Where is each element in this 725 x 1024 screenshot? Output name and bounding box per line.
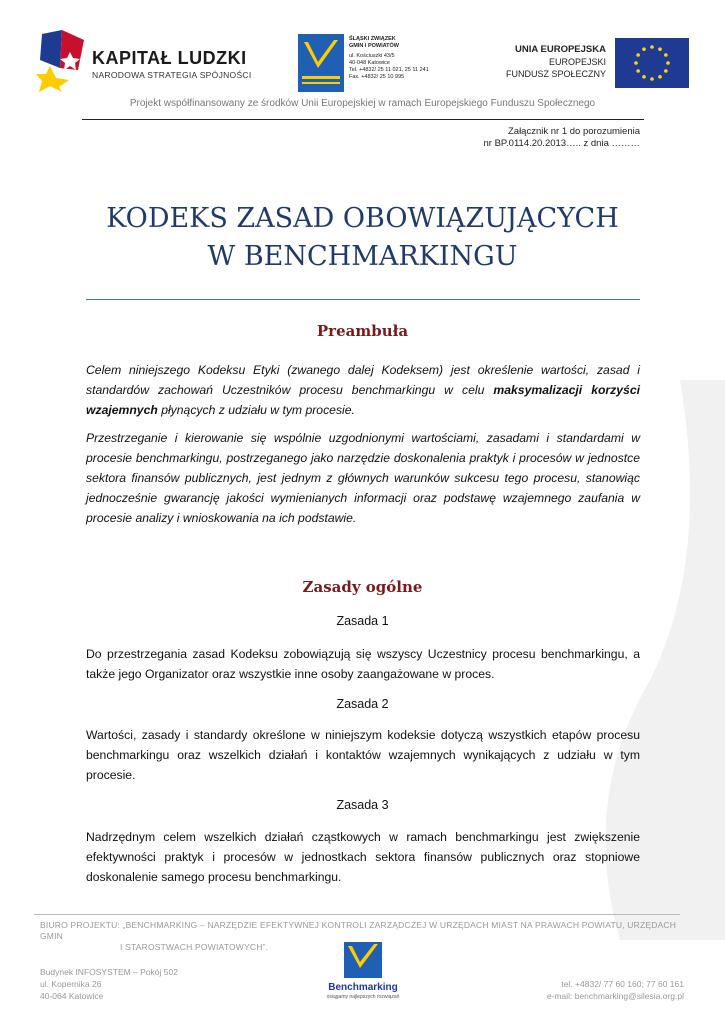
- eu-line-1: UNIA EUROPEJSKA: [515, 44, 606, 55]
- header-divider: [82, 119, 644, 120]
- zasada-1-text: Do przestrzegania zasad Kodeksu zobowiązują się wszyscy Uczestnicy procesu benchmarkingu, a także jego Organizator oraz wszystkie inne osoby zaangażowane w proces.: [86, 647, 640, 681]
- sz-line: Fax. +4832/ 25 10 995: [349, 74, 405, 80]
- eu-star: [642, 47, 646, 51]
- title-line-2: W BENCHMARKINGU: [207, 241, 518, 272]
- eu-star: [666, 61, 670, 65]
- eu-star: [650, 45, 654, 49]
- attachment-line-1: Załącznik nr 1 do porozumienia: [507, 126, 640, 137]
- sz-line: ŚLĄSKI ZWIĄZEK: [349, 36, 396, 42]
- eu-star: [664, 69, 668, 73]
- footer-address: [40, 966, 178, 1002]
- p1-text-c: płynących z udziału w tym procesie.: [157, 403, 355, 417]
- title-line-1: KODEKS ZASAD OBOWIĄZUJĄCYCH: [106, 203, 619, 234]
- kapital-ludzki-subtitle: NARODOWA STRATEGIA SPÓJNOŚCI: [92, 70, 252, 80]
- document-title: [60, 200, 665, 276]
- eu-star: [664, 53, 668, 57]
- zasada-3-title: Zasada 3: [336, 798, 389, 812]
- attachment-note: [400, 126, 640, 150]
- footer-project-line-2: I STAROSTWACH POWIATOWYCH”.: [120, 942, 269, 952]
- footer-addr-3: 40-064 Katowice: [40, 991, 104, 1001]
- eu-flag-icon: [615, 38, 689, 88]
- footer-addr-2: ul. Kopernika 26: [40, 979, 102, 989]
- footer-email: e-mail: benchmarking@silesia.org.pl: [546, 991, 684, 1001]
- zasada-2-text: Wartości, zasady i standardy określone w niniejszym kodeksie dotyczą wszystkich etapów procesu benchmarkingu oraz wszelkich działań i kontaktów wzajemnych wynikających z udziału w tym procesie.: [86, 728, 640, 782]
- eu-star: [642, 75, 646, 79]
- slaski-zwiazek-address: [349, 36, 429, 81]
- footer-contact: [470, 978, 684, 1002]
- preambula-heading: Preambuła: [316, 322, 409, 340]
- p1-emphasis: maksymalizacji korzyści wzajemnych: [86, 383, 640, 417]
- footer-addr-1: Budynek INFOSYSTEM – Pokój 502: [40, 967, 178, 977]
- slaski-zwiazek-logo-icon: [298, 34, 344, 92]
- zasady-heading: Zasady ogólne: [302, 578, 423, 596]
- eu-star: [636, 69, 640, 73]
- footer-divider: [34, 914, 680, 915]
- sz-line: ul. Kościuszki 43/5: [349, 53, 395, 59]
- sz-line: Tel. +4832/ 25 11 021, 25 11 241: [349, 67, 429, 73]
- attachment-line-2: nr BP.0114.20.2013….. z dnia ………: [483, 138, 640, 149]
- footer-phone: tel. +4832/ 77 60 160; 77 60 161: [561, 979, 684, 989]
- preambula-paragraph-1: [86, 360, 640, 420]
- zasada-2-title: Zasada 2: [336, 697, 389, 711]
- benchmarking-tagline: osiągamy najlepszych rozwiązań: [326, 994, 400, 1000]
- preambula-paragraph-2: Przestrzeganie i kierowanie się wspólnie uzgodnionymi wartościami, zasadami i standardami w procesie benchmarkingu, postrzeganego jako narzędzie doskonalenia praktyk i procesów w jednostce sektora finansów publicznych, jest jednym z głównych warunków sukcesu tego procesu, stanowiąc jednocześnie gwarancję jakości wymienianych informacji oraz podstawę wzajemnego zaufania w procesie analizy i wnioskowania na ich podstawie.: [86, 431, 640, 525]
- benchmarking-brand: Benchmarking: [328, 982, 398, 993]
- sz-line: 40-048 Katowice: [349, 60, 390, 66]
- benchmarking-logo-icon: [340, 940, 386, 980]
- eu-star: [658, 75, 662, 79]
- p1-text-a: Celem niniejszego Kodeksu Etyki (zwanego dalej Kodeksem) jest określenie wartości, zasad i standardów zachowań Uczestników procesu benchmarkingu w celu: [86, 363, 640, 397]
- eu-label: [490, 44, 606, 80]
- eu-star: [658, 47, 662, 51]
- eu-star: [634, 61, 638, 65]
- eu-star: [650, 77, 654, 81]
- eu-line-2: EUROPEJSKI: [548, 57, 606, 67]
- title-divider: [86, 299, 640, 300]
- cofinancing-note: Projekt współfinansowany ze środków Unii Europejskiej w ramach Europejskiego Funduszu Społecznego: [129, 98, 596, 109]
- footer-project-line-1: BIURO PROJEKTU: „BENCHMARKING – NARZĘDZIE EFEKTYWNEJ KONTROLI ZARZĄDCZEJ W URZĘDACH MIAST NA PRAWACH POWIATU, URZĘDACH GMIN: [40, 920, 677, 941]
- eu-line-3: FUNDUSZ SPOŁECZNY: [505, 69, 606, 79]
- kapital-ludzki-logo-icon: [36, 30, 88, 92]
- zasada-1-title: Zasada 1: [336, 614, 389, 628]
- eu-star: [636, 53, 640, 57]
- sz-line: GMIN I POWIATÓW: [349, 43, 400, 49]
- kapital-ludzki-title: KAPITAŁ LUDZKI: [92, 48, 247, 68]
- zasada-3-text: Nadrzędnym celem wszelkich działań cząstkowych w ramach benchmarkingu jest zwiększenie efektywności praktyk i procesów w jednostkach sektora finansów publicznych oraz stopniowe doskonalenie samego procesu benchmarkingu.: [86, 830, 640, 884]
